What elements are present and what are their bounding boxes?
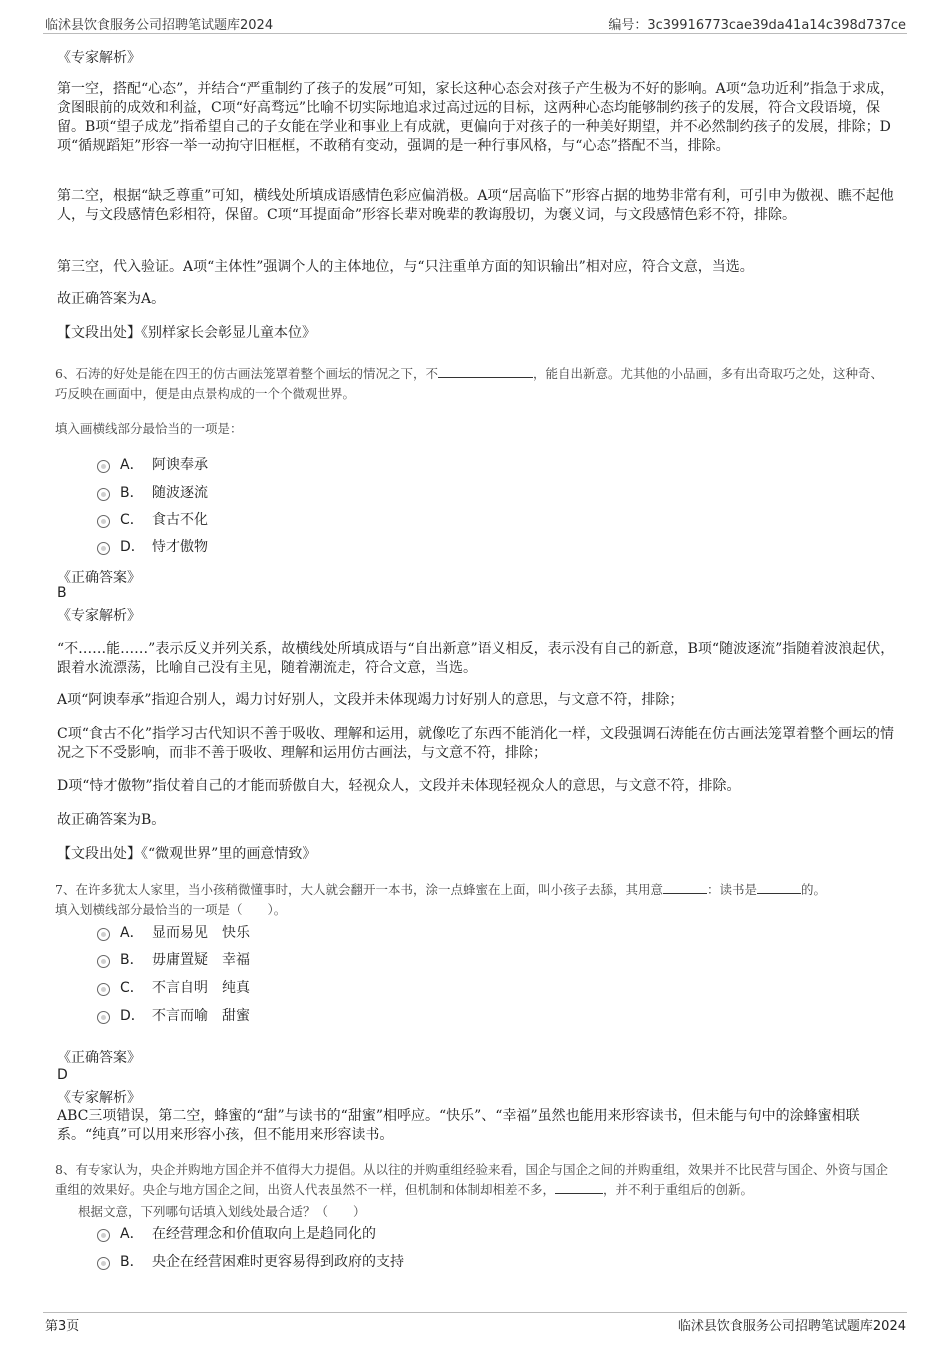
q6-instruction: 填入画横线部分最恰当的一项是： bbox=[55, 421, 243, 436]
header-title: 临沭县饮食服务公司招聘笔试题库2024 bbox=[45, 18, 274, 33]
option-letter: C． bbox=[120, 980, 144, 996]
page-footer bbox=[0, 1312, 950, 1342]
footer-title: 临沭县饮食服务公司招聘笔试题库2024 bbox=[677, 1319, 906, 1334]
q6-option-b[interactable] bbox=[97, 482, 208, 502]
option-letter: B． bbox=[120, 485, 144, 501]
q8-stem bbox=[55, 1160, 895, 1200]
option-letter: D． bbox=[120, 539, 145, 555]
header-divider bbox=[43, 33, 907, 34]
q6-stem-a: 6、石涛的好处是能在四王的仿古画法笼罩着整个画坛的情况之下，不 bbox=[55, 366, 438, 381]
q8-blank bbox=[555, 1181, 603, 1194]
q6-option-c[interactable] bbox=[97, 509, 208, 529]
header-doc-id: 编号：3c39916773cae39da41a14c398d737ce bbox=[608, 18, 906, 33]
q6-analysis-p1: “不……能……”表示反义并列关系，故横线处所填成语与“自出新意”语义相反，表示没有自己的新意，B项“随波逐流”指随着波浪起伏，跟着水流漂荡，比喻自己没有主见，随着潮流走，符合文意，当选。 bbox=[57, 641, 895, 676]
radio-icon[interactable] bbox=[97, 460, 110, 473]
q6-answer: B bbox=[57, 585, 67, 601]
option-text: 显而易见 快乐 bbox=[152, 925, 250, 941]
q7-blank-2 bbox=[757, 881, 801, 894]
q7-stem-a: 7、在许多犹太人家里，当小孩稍微懂事时，大人就会翻开一本书，涂一点蜂蜜在上面，叫小孩子去舔，其用意 bbox=[55, 882, 663, 897]
option-text: 随波逐流 bbox=[152, 485, 208, 501]
q7-stem-b: ：读书是 bbox=[706, 882, 757, 897]
q7-blank-1 bbox=[663, 881, 707, 894]
option-text: 央企在经营困难时更容易得到政府的支持 bbox=[152, 1254, 404, 1270]
page-header bbox=[0, 0, 950, 34]
q6-analysis-p4: D项“恃才傲物”指仗着自己的才能而骄傲自大，轻视众人，文段并未体现轻视众人的意思，与文意不符，排除。 bbox=[57, 778, 741, 794]
q8-option-b[interactable] bbox=[97, 1251, 404, 1271]
q5-source: 【文段出处】《别样家长会彰显儿童本位》 bbox=[57, 325, 316, 341]
radio-icon[interactable] bbox=[97, 542, 110, 555]
q6-source: 【文段出处】《“微观世界”里的画意情致》 bbox=[57, 846, 317, 862]
option-letter: C． bbox=[120, 512, 144, 528]
q6-option-a[interactable] bbox=[97, 454, 208, 474]
radio-icon[interactable] bbox=[97, 983, 110, 996]
option-text: 阿谀奉承 bbox=[152, 457, 208, 473]
q5-analysis-p1: 第一空，搭配“心态”，并结合“严重制约了孩子的发展”可知，家长这种心态会对孩子产生极为不好的影响。A项“急功近利”指急于求成，贪图眼前的成效和利益，C项“好高骛远”比喻不切实际地追求过高过远的目标，这两种心态均能够制约孩子的发展，符合文段语境，保留。B项“望子成龙”指希望自己的子女能在学业和事业上有成就，更偏向于对孩子的一种美好期望，并不必然制约孩子的发展，排除；D项“循规蹈矩”形容一举一动拘守旧框框，不敢稍有变动，强调的是一种行事风格，与“心态”搭配不当，排除。 bbox=[57, 81, 895, 154]
option-letter: B． bbox=[120, 1254, 144, 1270]
q7-answer: D bbox=[57, 1067, 68, 1083]
radio-icon[interactable] bbox=[97, 1257, 110, 1270]
q6-stem bbox=[55, 364, 895, 404]
option-text: 恃才傲物 bbox=[152, 539, 208, 555]
page-number: 第3页 bbox=[45, 1319, 80, 1334]
q7-option-b[interactable] bbox=[97, 949, 250, 969]
q5-analysis-label: 《专家解析》 bbox=[57, 50, 141, 66]
q8-stem-a: 8、有专家认为，央企并购地方国企并不值得大力提倡。从以往的并购重组经验来看，国企与国企之间的并购重组，效果并不比民营与国企、外资与国企重组的效果好。央企与地方国企之间，出资人代表虽然不一样，但机制和体制却相差不多， bbox=[55, 1162, 888, 1197]
q6-stem-b: ，能自出新意。尤其他的小品画，多有出奇取巧之处，这种奇、巧反映在画面中，便是由点景构成的一个个微观世界。 bbox=[55, 366, 883, 401]
q6-analysis-p2: A项“阿谀奉承”指迎合别人，竭力讨好别人，文段并未体现竭力讨好别人的意思，与文意不符，排除； bbox=[57, 692, 684, 708]
q7-option-c[interactable] bbox=[97, 977, 250, 997]
option-text: 在经营理念和价值取向上是趋同化的 bbox=[152, 1226, 376, 1242]
radio-icon[interactable] bbox=[97, 955, 110, 968]
q7-answer-label: 《正确答案》 bbox=[57, 1050, 141, 1066]
radio-icon[interactable] bbox=[97, 515, 110, 528]
option-letter: A． bbox=[120, 925, 144, 941]
radio-icon[interactable] bbox=[97, 488, 110, 501]
radio-icon[interactable] bbox=[97, 1011, 110, 1024]
q7-stem bbox=[55, 880, 826, 898]
radio-icon[interactable] bbox=[97, 928, 110, 941]
q8-instruction: 根据文意，下列哪句话填入划线处最合适？（ ） bbox=[78, 1204, 366, 1219]
q6-blank bbox=[438, 365, 533, 378]
q5-analysis-p2: 第二空，根据“缺乏尊重”可知，横线处所填成语感情色彩应偏消极。A项“居高临下”形容占据的地势非常有利，可引申为傲视、瞧不起他人，与文段感情色彩相符，保留。C项“耳提面命”形容长辈对晚辈的教诲殷切，为褒义词，与文段感情色彩不符，排除。 bbox=[57, 188, 894, 223]
q7-option-d[interactable] bbox=[97, 1005, 250, 1025]
q6-option-d[interactable] bbox=[97, 536, 208, 556]
q7-option-a[interactable] bbox=[97, 922, 250, 942]
q6-analysis-p5: 故正确答案为B。 bbox=[57, 812, 166, 828]
q6-answer-label: 《正确答案》 bbox=[57, 570, 141, 586]
option-text: 毋庸置疑 幸福 bbox=[152, 952, 250, 968]
option-text: 食古不化 bbox=[152, 512, 208, 528]
option-letter: D． bbox=[120, 1008, 145, 1024]
q7-stem-c: 的。 bbox=[800, 882, 826, 897]
option-text: 不言自明 纯真 bbox=[152, 980, 250, 996]
q7-instruction: 填入划横线部分最恰当的一项是（ ）。 bbox=[55, 902, 287, 917]
q6-analysis-p3: C项“食古不化”指学习古代知识不善于吸收、理解和运用，就像吃了东西不能消化一样，文段强调石涛能在仿古画法笼罩着整个画坛的情况之下不受影响，而非不善于吸收、理解和运用仿古画法，与文意不符，排除； bbox=[57, 726, 895, 761]
q5-analysis-p3: 第三空，代入验证。A项“主体性”强调个人的主体地位，与“只注重单方面的知识输出”相对应，符合文意，当选。 bbox=[57, 259, 754, 275]
q7-analysis-label: 《专家解析》 bbox=[57, 1090, 141, 1106]
option-letter: A． bbox=[120, 1226, 144, 1242]
footer-divider bbox=[43, 1312, 907, 1313]
option-letter: A． bbox=[120, 457, 144, 473]
option-letter: B． bbox=[120, 952, 144, 968]
radio-icon[interactable] bbox=[97, 1229, 110, 1242]
option-text: 不言而喻 甜蜜 bbox=[152, 1008, 250, 1024]
q7-analysis-p1: ABC三项错误，第二空，蜂蜜的“甜”与读书的“甜蜜”相呼应。“快乐”、“幸福”虽然也能用来形容读书，但未能与句中的涂蜂蜜相联系。“纯真”可以用来形容小孩，但不能用来形容读书。 bbox=[57, 1108, 860, 1143]
q6-analysis-label: 《专家解析》 bbox=[57, 608, 141, 624]
q8-option-a[interactable] bbox=[97, 1223, 376, 1243]
q8-stem-b: ，并不利于重组后的创新。 bbox=[603, 1182, 754, 1197]
q5-analysis-p4: 故正确答案为A。 bbox=[57, 291, 166, 307]
